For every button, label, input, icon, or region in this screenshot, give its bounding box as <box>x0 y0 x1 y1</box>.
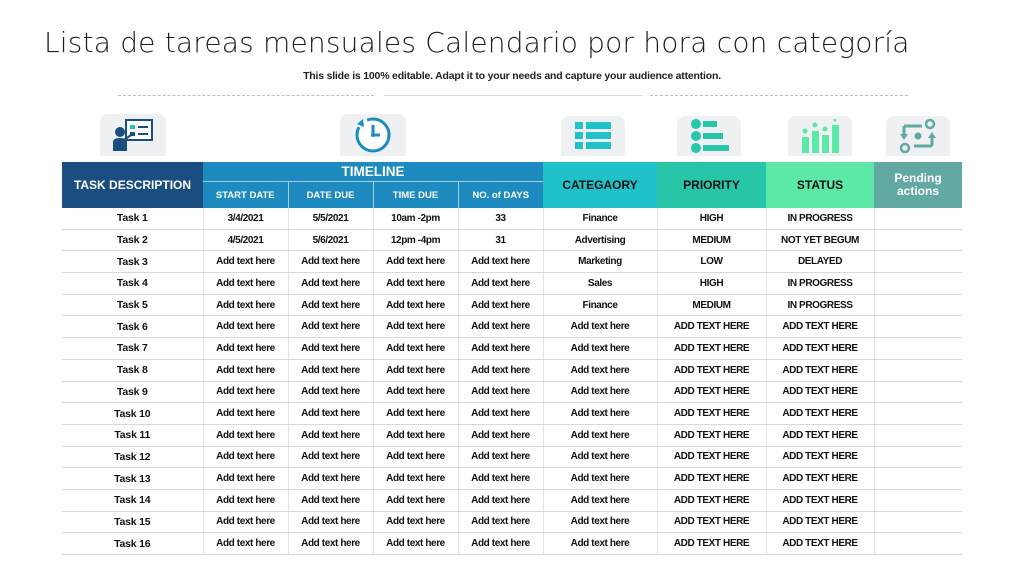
header-status: STATUS <box>766 162 874 208</box>
cell-status: ADD TEXT HERE <box>766 489 874 511</box>
cell-category: Add text here <box>543 403 657 425</box>
cell-time-due: 12pm -4pm <box>373 229 458 251</box>
cell-time-due: Add text here <box>373 359 458 381</box>
cell-status: ADD TEXT HERE <box>766 446 874 468</box>
cell-category: Add text here <box>543 533 657 555</box>
table-row <box>62 229 962 251</box>
cell-start-date: 4/5/2021 <box>203 229 288 251</box>
divider-right <box>650 95 908 96</box>
cell-priority: MEDIUM <box>657 229 766 251</box>
cell-start-date: Add text here <box>203 273 288 295</box>
cell-pending-actions <box>874 446 962 468</box>
cell-start-date: Add text here <box>203 533 288 555</box>
numbered-list-icon <box>689 118 729 154</box>
cell-time-due: 10am -2pm <box>373 208 458 229</box>
cell-task: Task 16 <box>62 533 203 555</box>
cell-task: Task 13 <box>62 468 203 490</box>
cell-task: Task 10 <box>62 403 203 425</box>
cell-pending-actions <box>874 208 962 229</box>
header-pending-line1: Pending <box>894 171 942 185</box>
cell-start-date: Add text here <box>203 511 288 533</box>
cell-time-due: Add text here <box>373 338 458 360</box>
cell-task: Task 12 <box>62 446 203 468</box>
header-timeline: TIMELINE <box>203 162 543 182</box>
cell-status: IN PROGRESS <box>766 208 874 229</box>
cell-start-date: Add text here <box>203 381 288 403</box>
cell-status: ADD TEXT HERE <box>766 381 874 403</box>
cell-category: Add text here <box>543 424 657 446</box>
header-start-date: START DATE <box>203 182 288 209</box>
cell-priority: ADD TEXT HERE <box>657 468 766 490</box>
cell-pending-actions <box>874 511 962 533</box>
cell-no-days: Add text here <box>458 381 543 403</box>
list-icon <box>575 122 611 150</box>
clock-icon <box>353 115 393 155</box>
table-row <box>62 273 962 295</box>
cell-date-due: Add text here <box>288 511 373 533</box>
cell-start-date: Add text here <box>203 468 288 490</box>
cell-task: Task 7 <box>62 338 203 360</box>
cell-no-days: Add text here <box>458 294 543 316</box>
cell-pending-actions <box>874 359 962 381</box>
cell-priority: ADD TEXT HERE <box>657 424 766 446</box>
header-category: CATEGAORY <box>543 162 657 208</box>
cell-task: Task 14 <box>62 489 203 511</box>
cell-status: DELAYED <box>766 251 874 273</box>
cell-category: Add text here <box>543 489 657 511</box>
cell-time-due: Add text here <box>373 294 458 316</box>
timeline-icon-tile <box>340 114 406 156</box>
cell-priority: ADD TEXT HERE <box>657 338 766 360</box>
cell-category: Add text here <box>543 511 657 533</box>
header-date-due: DATE DUE <box>288 182 373 209</box>
status-icon-tile <box>788 116 852 156</box>
cell-category: Add text here <box>543 468 657 490</box>
cell-pending-actions <box>874 381 962 403</box>
cell-priority: ADD TEXT HERE <box>657 446 766 468</box>
cell-priority: ADD TEXT HERE <box>657 316 766 338</box>
header-pending-line2: actions <box>896 184 939 198</box>
cell-date-due: Add text here <box>288 403 373 425</box>
task-icon-tile <box>100 114 166 156</box>
task-table <box>62 162 962 555</box>
cell-date-due: 5/5/2021 <box>288 208 373 229</box>
cell-date-due: Add text here <box>288 359 373 381</box>
cell-no-days: 31 <box>458 229 543 251</box>
cell-status: ADD TEXT HERE <box>766 338 874 360</box>
cell-status: NOT YET BEGUM <box>766 229 874 251</box>
table-row <box>62 381 962 403</box>
cell-task: Task 2 <box>62 229 203 251</box>
cell-no-days: Add text here <box>458 251 543 273</box>
cell-no-days: Add text here <box>458 511 543 533</box>
cell-category: Add text here <box>543 316 657 338</box>
divider-center <box>384 95 642 96</box>
header-no-days: NO. of DAYS <box>458 182 543 209</box>
cell-date-due: Add text here <box>288 294 373 316</box>
cell-pending-actions <box>874 533 962 555</box>
cell-date-due: 5/6/2021 <box>288 229 373 251</box>
page-title: Lista de tareas mensuales Calendario por hora con categoría <box>44 26 910 59</box>
cell-priority: LOW <box>657 251 766 273</box>
cell-no-days: Add text here <box>458 359 543 381</box>
cell-start-date: Add text here <box>203 424 288 446</box>
cell-category: Finance <box>543 208 657 229</box>
category-icon-tile <box>561 116 625 156</box>
cell-date-due: Add text here <box>288 316 373 338</box>
cell-no-days: Add text here <box>458 424 543 446</box>
cell-date-due: Add text here <box>288 533 373 555</box>
cell-task: Task 4 <box>62 273 203 295</box>
cell-task: Task 3 <box>62 251 203 273</box>
cell-status: IN PROGRESS <box>766 294 874 316</box>
cell-time-due: Add text here <box>373 489 458 511</box>
presenter-board-icon <box>111 118 155 152</box>
cell-time-due: Add text here <box>373 251 458 273</box>
cell-time-due: Add text here <box>373 273 458 295</box>
cell-time-due: Add text here <box>373 381 458 403</box>
header-priority: PRIORITY <box>657 162 766 208</box>
cell-start-date: Add text here <box>203 294 288 316</box>
cell-pending-actions <box>874 294 962 316</box>
table-row <box>62 251 962 273</box>
cell-date-due: Add text here <box>288 251 373 273</box>
header-task-description: TASK DESCRIPTION <box>62 162 203 208</box>
bar-chart-icon <box>800 119 840 153</box>
cell-pending-actions <box>874 338 962 360</box>
cell-time-due: Add text here <box>373 533 458 555</box>
cell-category: Marketing <box>543 251 657 273</box>
table-row <box>62 511 962 533</box>
cell-date-due: Add text here <box>288 424 373 446</box>
cell-category: Add text here <box>543 446 657 468</box>
cell-date-due: Add text here <box>288 273 373 295</box>
pending-icon-tile <box>886 116 950 156</box>
cell-time-due: Add text here <box>373 468 458 490</box>
cell-time-due: Add text here <box>373 424 458 446</box>
cell-no-days: Add text here <box>458 446 543 468</box>
cell-status: ADD TEXT HERE <box>766 511 874 533</box>
cell-pending-actions <box>874 468 962 490</box>
cell-category: Finance <box>543 294 657 316</box>
cell-category: Add text here <box>543 359 657 381</box>
cell-no-days: Add text here <box>458 338 543 360</box>
cell-date-due: Add text here <box>288 468 373 490</box>
cell-no-days: 33 <box>458 208 543 229</box>
cell-status: ADD TEXT HERE <box>766 403 874 425</box>
table-row <box>62 424 962 446</box>
cell-status: ADD TEXT HERE <box>766 359 874 381</box>
cell-time-due: Add text here <box>373 316 458 338</box>
cell-priority: ADD TEXT HERE <box>657 533 766 555</box>
cell-priority: HIGH <box>657 208 766 229</box>
cell-no-days: Add text here <box>458 489 543 511</box>
cell-priority: ADD TEXT HERE <box>657 403 766 425</box>
table-row <box>62 359 962 381</box>
cell-status: ADD TEXT HERE <box>766 468 874 490</box>
cell-start-date: Add text here <box>203 403 288 425</box>
cell-date-due: Add text here <box>288 381 373 403</box>
cell-start-date: Add text here <box>203 251 288 273</box>
priority-icon-tile <box>677 116 741 156</box>
cell-task: Task 6 <box>62 316 203 338</box>
cell-category: Sales <box>543 273 657 295</box>
cell-date-due: Add text here <box>288 446 373 468</box>
cell-start-date: Add text here <box>203 316 288 338</box>
cell-pending-actions <box>874 403 962 425</box>
cell-no-days: Add text here <box>458 533 543 555</box>
cell-start-date: Add text here <box>203 359 288 381</box>
cell-pending-actions <box>874 229 962 251</box>
cell-priority: ADD TEXT HERE <box>657 489 766 511</box>
cell-priority: ADD TEXT HERE <box>657 359 766 381</box>
cell-category: Add text here <box>543 381 657 403</box>
table-row <box>62 338 962 360</box>
table-row <box>62 468 962 490</box>
cell-start-date: Add text here <box>203 446 288 468</box>
cell-no-days: Add text here <box>458 316 543 338</box>
table-row <box>62 446 962 468</box>
cell-status: ADD TEXT HERE <box>766 316 874 338</box>
header-pending-actions <box>874 162 962 208</box>
cell-start-date: Add text here <box>203 489 288 511</box>
table-row <box>62 208 962 229</box>
cell-no-days: Add text here <box>458 403 543 425</box>
table-row <box>62 316 962 338</box>
cell-time-due: Add text here <box>373 446 458 468</box>
cell-date-due: Add text here <box>288 338 373 360</box>
cell-category: Advertising <box>543 229 657 251</box>
cell-category: Add text here <box>543 338 657 360</box>
cell-pending-actions <box>874 316 962 338</box>
cell-pending-actions <box>874 273 962 295</box>
cell-no-days: Add text here <box>458 468 543 490</box>
cell-task: Task 11 <box>62 424 203 446</box>
table-row <box>62 533 962 555</box>
cell-date-due: Add text here <box>288 489 373 511</box>
gears-cycle-icon <box>898 118 938 154</box>
cell-priority: MEDIUM <box>657 294 766 316</box>
cell-pending-actions <box>874 424 962 446</box>
cell-start-date: 3/4/2021 <box>203 208 288 229</box>
cell-no-days: Add text here <box>458 273 543 295</box>
cell-task: Task 5 <box>62 294 203 316</box>
cell-task: Task 8 <box>62 359 203 381</box>
page-subtitle: This slide is 100% editable. Adapt it to your needs and capture your audience attention. <box>303 70 721 82</box>
cell-pending-actions <box>874 489 962 511</box>
cell-priority: ADD TEXT HERE <box>657 381 766 403</box>
divider-left <box>118 95 374 96</box>
table-row <box>62 489 962 511</box>
cell-status: ADD TEXT HERE <box>766 424 874 446</box>
cell-priority: ADD TEXT HERE <box>657 511 766 533</box>
cell-pending-actions <box>874 251 962 273</box>
table-row <box>62 294 962 316</box>
cell-time-due: Add text here <box>373 403 458 425</box>
cell-status: IN PROGRESS <box>766 273 874 295</box>
cell-task: Task 9 <box>62 381 203 403</box>
cell-time-due: Add text here <box>373 511 458 533</box>
cell-priority: HIGH <box>657 273 766 295</box>
cell-task: Task 15 <box>62 511 203 533</box>
cell-task: Task 1 <box>62 208 203 229</box>
header-time-due: TIME DUE <box>373 182 458 209</box>
cell-start-date: Add text here <box>203 338 288 360</box>
cell-status: ADD TEXT HERE <box>766 533 874 555</box>
table-row <box>62 403 962 425</box>
